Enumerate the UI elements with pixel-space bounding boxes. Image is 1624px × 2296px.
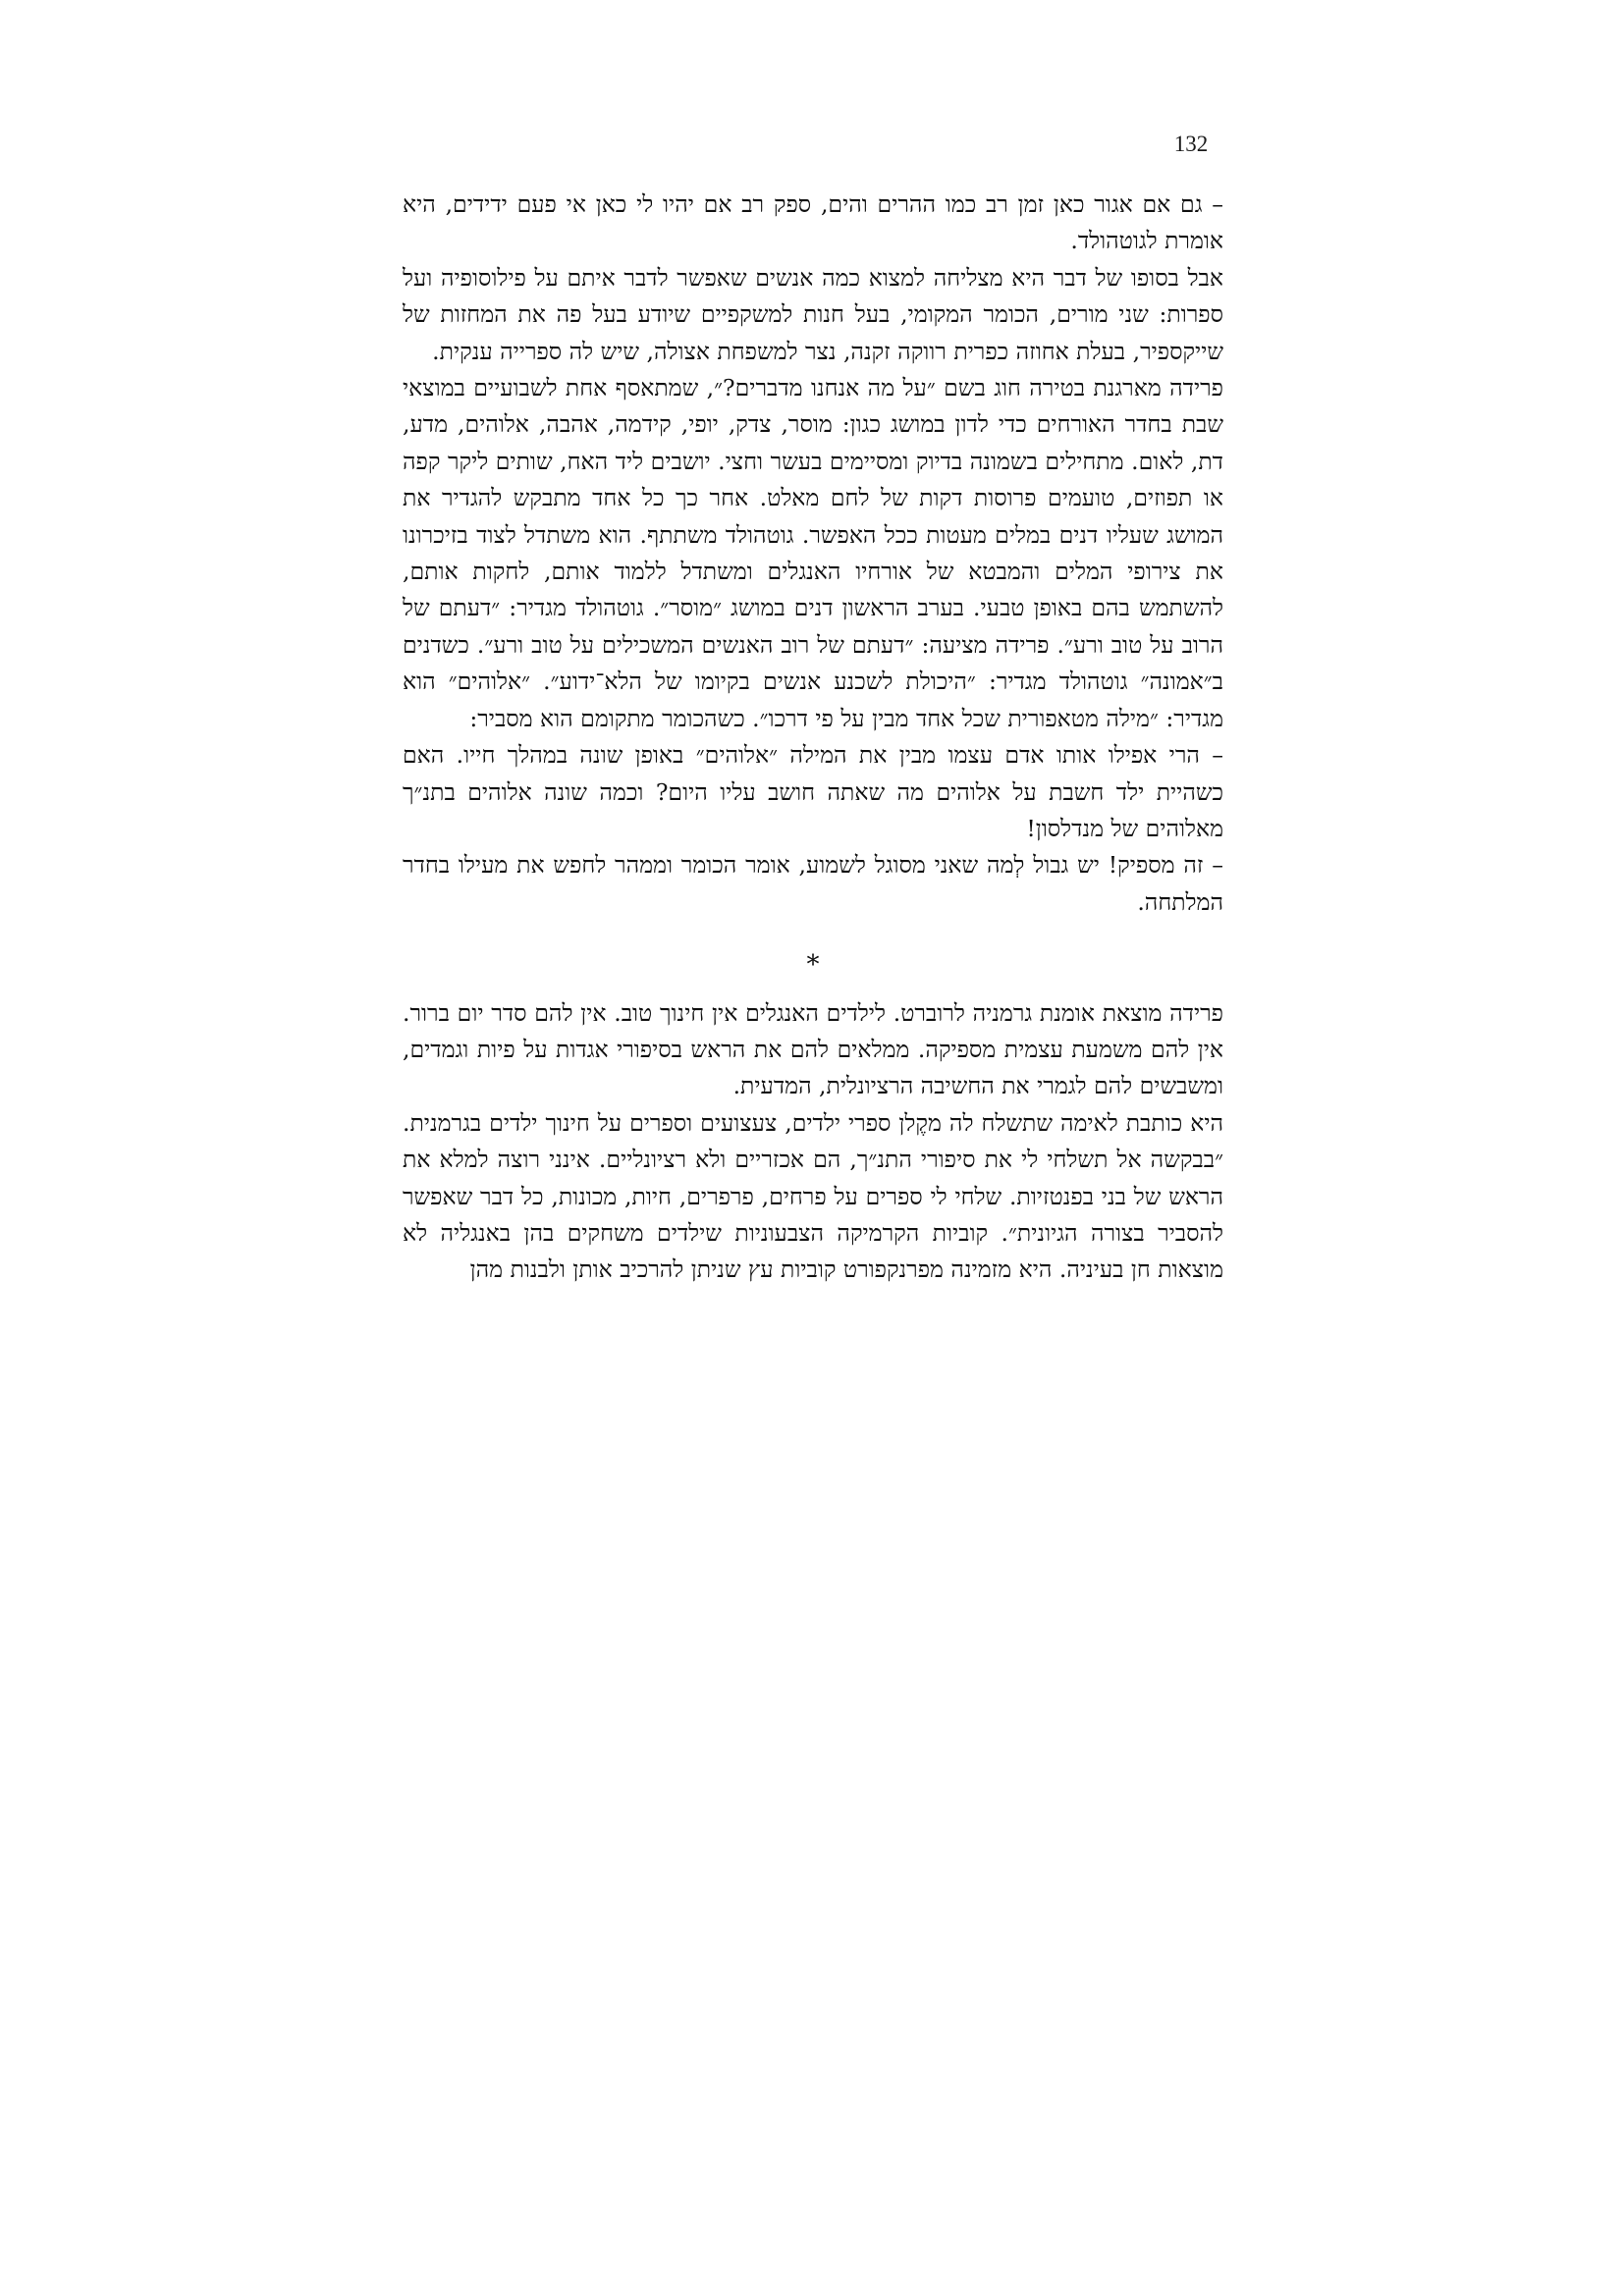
paragraph: – הרי אפילו אותו אדם עצמו מבין את המילה ״אלוהים״ באופן שונה במהלך חייו. האם כשהיית ילד חשבת על אלוהים מה שאתה חושב עליו היום? וכמה שונה אלוהים בתנ״ך מאלוהים של מנדלסון! (403, 741, 1223, 842)
section-separator: * (806, 950, 820, 981)
paragraph: – זה מספיק! יש גבול לְמה שאני מסוגל לשמוע, אומר הכומר וממהר לחפש את מעילו בחדר המלתחה. (403, 851, 1223, 916)
page-number: 132 (1173, 132, 1209, 156)
paragraph: פרידה מארגנת בטירה חוג בשם ״על מה אנחנו מדברים?״, שמתאסף אחת לשבועיים במוצאי שבת בחדר האורחים כדי לדון במושג כגון: מוסר, צדק, יופי, קידמה, אהבה, אלוהים, מדע, דת, לאום. מתחילים בשמונה בדיוק ומסיימים בעשר וחצי. יושבים ליד האח, שותים ליקר קפה או תפוזים, טועמים פרוסות דקות של לחם מאלט. אחר כך כל אחד מתבקש להגדיר את המושג שעליו דנים במלים מעטות ככל האפשר. גוטהולד משתתף. הוא משתדל לצוד בזיכרונו את צירופי המלים והמבטא של אורחיו האנגלים ומשתדל ללמוד אותם, לחקות אותם, להשתמש בהם באופן טבעי. בערב הראשון דנים במושג ״מוסר״. גוטהולד מגדיר: ״דעתם של הרוב על טוב ורע״. פרידה מציעה: ״דעתם של רוב האנשים המשכילים על טוב ורע״. כשדנים ב״אמונה״ גוטהולד מגדיר: ״היכולת לשכנע אנשים בקיומו של הלא־ידוע״. ״אלוהים״ הוא מגדיר: ״מילה מטאפורית שכל אחד מבין על פי דרכו״. כשהכומר מתקומם הוא מסביר: (403, 374, 1223, 732)
paragraph: היא כותבת לאימה שתשלח לה מקֶלן ספרי ילדים, צעצועים וספרים על חינוך ילדים בגרמנית. ״בבקשה אל תשלחי לי את סיפורי התנ״ך, הם אכזריים ולא רציונליים. אינני רוצה למלא את הראש של בני בפנטזיות. שלחי לי ספרים על פרחים, פרפרים, חיות, מכונות, כל דבר שאפשר להסביר בצורה הגיונית״. קוביות הקרמיקה הצבעוניות שילדים משחקים בהן באנגליה לא מוצאות חן בעיניה. היא מזמינה מפרנקפורט קוביות עץ שניתן להרכיב אותן ולבנות מהן (403, 1108, 1223, 1284)
paragraph: אבל בסופו של דבר היא מצליחה למצוא כמה אנשים שאפשר לדבר איתם על פילוסופיה ועל ספרות: שני מורים, הכומר המקומי, בעל חנות למשקפיים שיודע בעל פה את המחזות של שייקספיר, בעלת אחוזה כפרית רווקה זקנה, נצר למשפחת אצולה, שיש לה ספרייה ענקית. (403, 263, 1223, 365)
paragraph: – גם אם אגור כאן זמן רב כמו ההרים והים, ספק רב אם יהיו לי כאן אי פעם ידידים, היא אומרת לגוטהולד. (403, 190, 1223, 255)
paragraph: פרידה מוצאת אומנת גרמניה לרוברט. לילדים האנגלים אין חינוך טוב. אין להם סדר יום ברור. אין להם משמעת עצמית מספיקה. ממלאים להם את הראש בסיפורי אגדות על פיות וגמדים, ומשבשים להם לגמרי את החשיבה הרציונלית, המדעית. (403, 998, 1223, 1100)
body-text (403, 187, 1223, 1289)
